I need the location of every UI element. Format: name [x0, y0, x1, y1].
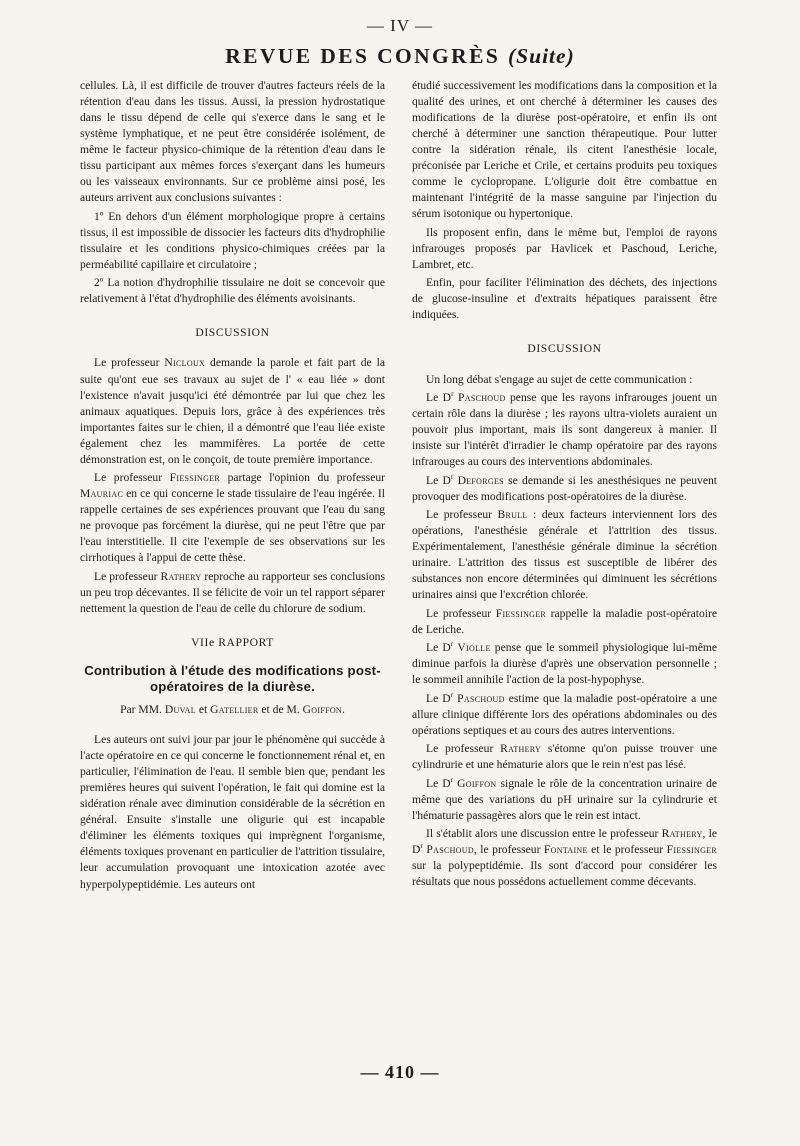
text-run: Le D	[426, 691, 451, 705]
page-title	[0, 44, 800, 69]
author-name: Goiffon	[302, 703, 342, 717]
text-run: signale le rôle de la concentration urinaire de même que des variations du pH urinaire sur la cylindrurie et l'hématurie passagères alors que le rein est intact.	[412, 776, 718, 822]
discussion-paragraph	[412, 640, 717, 688]
text-run: sur la polypeptidémie. Ils sont d'accord pour considérer les résultats que nous possédons actuellement comme décevants.	[412, 859, 717, 889]
conclusion-item-2: 2º La notion d'hydrophilie tissulaire ne doit se concevoir que relativement à l'état d'hydrophilie des éléments avoisinants.	[80, 276, 385, 306]
text-run: Le professeur	[426, 508, 498, 522]
paragraph: Ils proposent enfin, dans le même but, l'emploi de rayons infrarouges proposés par Havlicek et Paschoud, Leriche, Lambret, etc.	[412, 225, 717, 271]
title-text: REVUE DES CONGRÈS	[225, 44, 501, 68]
discussion-paragraph: Un long débat s'engage au sujet de cette communication :	[426, 372, 693, 386]
text-run: Le D	[426, 473, 451, 487]
speaker-name: Deforges	[457, 473, 504, 487]
section-roman-numeral: — IV —	[366, 16, 434, 35]
title-superscript: r	[451, 389, 454, 399]
author-name: Gatellier	[210, 703, 259, 717]
title-superscript: r	[420, 841, 423, 851]
discussion-paragraph	[412, 606, 717, 638]
conclusion-item-1: 1º En dehors d'un élément morphologique propre à certains tissus, il est impossible de dissocier les facteurs dits d'hydrophilie tissulaire et les conditions physico-chimiques créées par la perméabilité capillaire et circulatoire ;	[80, 209, 385, 271]
paragraph: cellules. Là, il est difficile de trouver d'autres facteurs réels de la rétention d'eau dans les tissus. Aussi, la pression hydrostatique dans le tissu dépend de celle qui s'exerce dans le sang et le système lymphatique, et ne peut être considérée isolément, de même le facteur physico-chimique de la rétention d'eau dans le tissu participant aux mêmes forces s'exerçant dans les humeurs ou les vaisseaux environnants. Sur ce problème ainsi posé, les auteurs arrivent aux conclusions suivantes :	[80, 79, 385, 205]
text-run: .	[342, 703, 345, 717]
text-run: Le D	[426, 776, 451, 790]
text-run: : deux facteurs interviennent lors des opérations, l'anesthésie générale et l'attrition des tissus. Expérimentalement, l'anesthésie générale diminue la sécrétion urinaire. L'attrition des tissus est susceptible de libérer des substances non encore déterminées qui diminuent les sécrétions urinaires ainsi que l'excrétion chlorée.	[412, 508, 717, 602]
speaker-name: Fiessinger	[169, 471, 220, 485]
author-name: Duval	[164, 703, 196, 717]
right-column	[412, 78, 717, 893]
speaker-name: Brull	[497, 508, 528, 522]
title-superscript: r	[450, 689, 454, 699]
text-run: demande la parole et fait part de la suite qu'ont eue ses travaux au sujet de l' « eau liée » dont l'existence n'avait jusqu'ici été démontrée par lui que chez les animaux aquatiques. Depuis lors, grâce à des expériences très importantes faites sur le chien, il a démontré que l'eau liée existe également chez les mammifères. La portée de cette démonstration est, on le conçoit, de toute première importance.	[80, 356, 385, 466]
speaker-name: Fiessinger	[666, 843, 717, 857]
speaker-name: Fontaine	[543, 843, 588, 857]
discussion-paragraph	[412, 691, 717, 739]
speaker-name: Fiessinger	[495, 606, 547, 620]
speaker-name: Nicloux	[164, 356, 206, 370]
text-run: en ce qui concerne le stade tissulaire de l'eau ingérée. Il rappelle certaines de ses expériences prouvant que l'eau du sang ne provoque pas forcément la diurèse, qui ne peut l'être que par l'eau interstitielle. Il cite l'exemple de ses observations sur les cirrhotiques à l'appui de cette thèse.	[80, 487, 385, 565]
discussion-heading: DISCUSSION	[195, 326, 270, 340]
text-run: partage l'opinion du professeur	[220, 471, 385, 485]
rapport-heading: VIIe RAPPORT	[191, 636, 274, 650]
speaker-name: Rathery	[500, 742, 542, 756]
discussion-heading: DISCUSSION	[527, 342, 602, 356]
speaker-name: Violle	[457, 641, 491, 655]
text-run: Le professeur	[94, 569, 161, 583]
speaker-name: Paschoud	[457, 691, 505, 705]
title-superscript: r	[450, 774, 454, 784]
discussion-paragraph	[80, 470, 385, 566]
text-run: rappelle la maladie post-opératoire de Leriche.	[412, 606, 717, 636]
speaker-name: Mauriac	[80, 487, 124, 501]
left-column	[80, 78, 385, 895]
text-run: se demande si les anesthésiques ne peuvent provoquer des modifications post-opératoires de la diurèse.	[412, 473, 717, 503]
page-number: — 410 —	[360, 1062, 440, 1082]
speaker-name: Rathery	[160, 569, 202, 583]
title-superscript: r	[450, 471, 454, 481]
discussion-paragraph	[412, 473, 717, 505]
discussion-paragraph	[80, 355, 385, 467]
speaker-name: Paschoud	[458, 390, 506, 404]
discussion-paragraph	[412, 826, 717, 890]
text-run: Le D	[426, 390, 452, 404]
title-suite: (Suite)	[508, 44, 575, 68]
text-run: et de M.	[258, 703, 303, 717]
text-run: Le professeur	[426, 606, 496, 620]
discussion-paragraph	[80, 569, 385, 617]
text-run: Il s'établit alors une discussion entre le professeur	[426, 827, 662, 841]
text-run: estime que la maladie post-opératoire a une allure clinique différente lors des opérations abdominales ou des opérations septiques et au cours des autres interventions.	[412, 691, 718, 737]
text-run: pense que les rayons infrarouges jouent un certain rôle dans la diurèse ; les rayons ultra-violets auraient un pouvoir plus important, mais ils sont dangereux à manier. Il insiste sur l'intérêt d'irradier le champ opératoire par des rayons infrarouges au cours des interventions abdominales.	[412, 390, 717, 469]
paragraph: Les auteurs ont suivi jour par jour le phénomène qui succède à l'acte opératoire en ce qui concerne le fonctionnement rénal et, en particulier, l'élimination de l'eau. Il semble bien que, pendant les premières heures qui suivent l'opération, le fait qui domine est la sidération rénale avec diminution considérable de la sécrétion en général. Ensuite s'installe une oligurie qui est incapable d'éliminer les éléments toxiques qui imprègnent l'organisme, éléments toxiques provenant en particulier de l'attrition tissulaire, leur accumulation provoquant une intoxication azotée avec hyperpolypeptidémie. Les auteurs ont	[80, 733, 385, 891]
speaker-name: Rathery	[661, 827, 703, 841]
text-run: Le D	[426, 641, 451, 655]
text-run: pense que le sommeil physiologique lui-même diminue parfois la diurèse d'après une observation personnelle ; le sommeil annihile l'action de la post-hypophyse.	[412, 641, 718, 687]
speaker-name: Goiffon	[457, 776, 497, 790]
text-run: et	[195, 703, 211, 717]
discussion-paragraph	[412, 507, 717, 603]
discussion-paragraph	[412, 741, 717, 773]
speaker-name: Paschoud	[426, 843, 474, 857]
text-run: Le professeur	[94, 471, 170, 485]
text-run: et le professeur	[587, 843, 667, 857]
text-run: s'étonne qu'on puisse trouver une cylindrurie et une hématurie alors que le rein n'est pas lésé.	[412, 742, 717, 772]
paragraph: Enfin, pour faciliter l'élimination des déchets, des injections de glucose-insuline et d'extraits hépatiques paraissent être indiquées.	[412, 276, 717, 322]
text-run: , le professeur	[473, 843, 544, 857]
rapport-title: Contribution à l'étude des modifications post-opératoires de la diurèse.	[84, 663, 381, 695]
discussion-paragraph	[412, 390, 717, 470]
discussion-paragraph	[412, 776, 717, 824]
title-superscript: r	[450, 639, 454, 649]
text-run: Le professeur	[426, 742, 501, 756]
text-run: , le D	[412, 827, 717, 857]
text-run: reproche au rapporteur ses conclusions un peu trop décevantes. Il se félicite de voir un tel rapport séparer nettement la question de l'eau de celle du chlorure de sodium.	[80, 569, 385, 615]
text-run: Le professeur	[94, 356, 165, 370]
paragraph: étudié successivement les modifications dans la composition et la qualité des urines, et ont cherché à déterminer les causes des modifications de la diurèse post-opératoire, et enfin ils ont cherché à déterminer une sanction thérapeutique. Pour lutter contre la sidération rénale, ils citent l'anesthésie locale, préconisée par Leriche et Crile, et certains produits peu toxiques comme le cyclopropane. L'oligurie doit être combattue en maintenant l'intégrité de la masse sanguine par l'injection du sérum isotonique ou hypertonique.	[412, 79, 717, 221]
text-run: Par MM.	[120, 703, 165, 717]
authors-line	[80, 702, 385, 718]
